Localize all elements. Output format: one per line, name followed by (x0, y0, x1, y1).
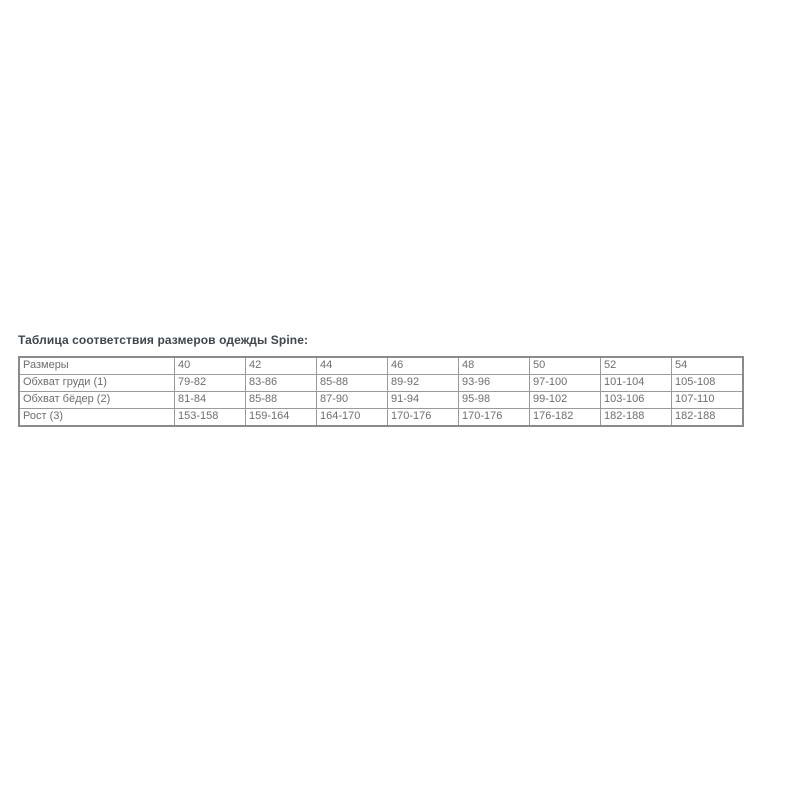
table-cell: 85-88 (317, 375, 388, 392)
row-label: Обхват бёдер (2) (19, 392, 175, 409)
table-cell: 50 (530, 357, 601, 375)
size-table-title: Таблица соответствия размеров одежды Spine: (18, 333, 309, 347)
table-cell: 89-92 (388, 375, 459, 392)
table-row (19, 409, 743, 427)
table-cell: 176-182 (530, 409, 601, 427)
size-table (18, 356, 744, 427)
table-cell: 101-104 (601, 375, 672, 392)
table-cell: 97-100 (530, 375, 601, 392)
table-cell: 48 (459, 357, 530, 375)
table-cell: 42 (246, 357, 317, 375)
table-cell: 170-176 (388, 409, 459, 427)
table-cell: 103-106 (601, 392, 672, 409)
table-cell: 107-110 (672, 392, 744, 409)
table-cell: 79-82 (175, 375, 246, 392)
table-cell: 54 (672, 357, 744, 375)
table-cell: 159-164 (246, 409, 317, 427)
row-label: Размеры (19, 357, 175, 375)
table-cell: 182-188 (601, 409, 672, 427)
table-cell: 153-158 (175, 409, 246, 427)
table-cell: 46 (388, 357, 459, 375)
row-label: Обхват груди (1) (19, 375, 175, 392)
row-label: Рост (3) (19, 409, 175, 427)
table-cell: 85-88 (246, 392, 317, 409)
size-chart-section (18, 333, 738, 427)
table-cell: 91-94 (388, 392, 459, 409)
size-table-body (19, 357, 743, 426)
table-cell: 105-108 (672, 375, 744, 392)
table-cell: 44 (317, 357, 388, 375)
table-row (19, 375, 743, 392)
table-cell: 87-90 (317, 392, 388, 409)
table-row (19, 357, 743, 375)
table-cell: 52 (601, 357, 672, 375)
table-cell: 95-98 (459, 392, 530, 409)
table-cell: 81-84 (175, 392, 246, 409)
table-cell: 170-176 (459, 409, 530, 427)
table-cell: 40 (175, 357, 246, 375)
table-cell: 93-96 (459, 375, 530, 392)
table-cell: 99-102 (530, 392, 601, 409)
table-cell: 182-188 (672, 409, 744, 427)
table-cell: 83-86 (246, 375, 317, 392)
table-cell: 164-170 (317, 409, 388, 427)
table-row (19, 392, 743, 409)
